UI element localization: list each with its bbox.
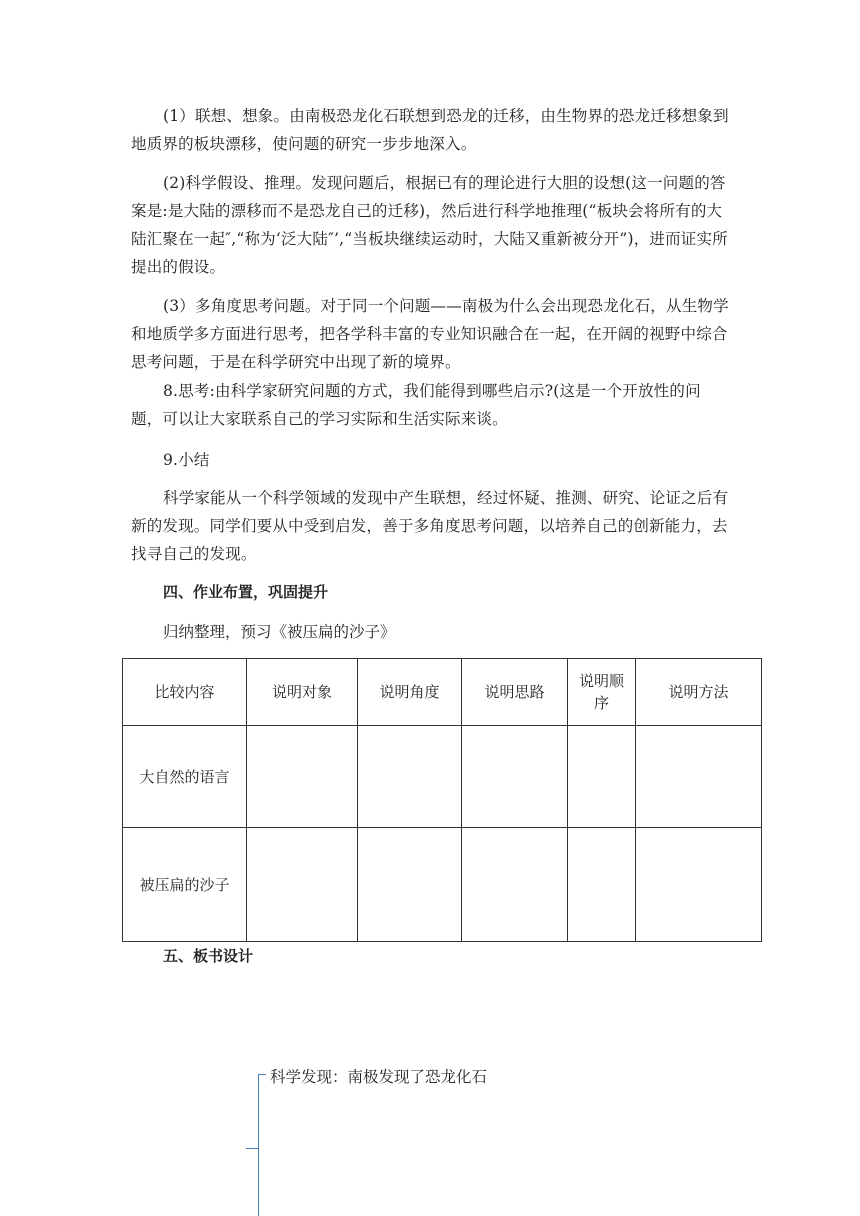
table-header-cell: 说明顺序: [568, 659, 636, 726]
board-item-discovery: 科学发现：南极发现了恐龙化石: [270, 1068, 488, 1086]
paragraph-association: (1）联想、想象。由南极恐龙化石联想到恐龙的迁移，由生物界的恐龙迁移想象到地质界的板块漂移，使问题的研究一步步地深入。: [131, 107, 729, 153]
section-4-heading: 四、作业布置，巩固提升: [163, 583, 329, 601]
board-bracket-top-tick: [258, 1074, 266, 1075]
board-bracket-line: [258, 1074, 259, 1216]
table-cell: [358, 726, 462, 828]
paragraph-summary-title: 9.小结: [163, 451, 210, 469]
table-row: [123, 726, 762, 828]
paragraph-multi-angle: (3）多角度思考问题。对于同一个问题——南极为什么会出现恐龙化石，从生物学和地质学多方面进行思考，把各学科丰富的专业知识融合在一起，在开阔的视野中综合思考问题，于是在科学研究中出现了新的境界。: [131, 297, 729, 371]
table-header-cell: 说明对象: [247, 659, 358, 726]
paragraph-hypothesis: (2)科学假设、推理。发现问题后，根据已有的理论进行大胆的设想(这一问题的答案是:是大陆的漂移而不是恐龙自己的迁移)，然后进行科学地推理(“板块会将所有的大陆汇聚在一起″,“称为‘泛大陆″’,“当板块继续运动时，大陆又重新被分开”)，进而证实所提出的假设。: [131, 174, 728, 276]
table-cell: [636, 828, 762, 942]
table-header-cell: 说明方法: [636, 659, 762, 726]
table-header-cell: 说明思路: [462, 659, 568, 726]
table-cell: 大自然的语言: [123, 726, 247, 828]
paragraph-summary: 科学家能从一个科学领域的发现中产生联想，经过怀疑、推测、研究、论证之后有新的发现。同学们要从中受到启发，善于多角度思考问题，以培养自己的创新能力，去找寻自己的发现。: [131, 489, 729, 563]
paragraph-question-8: 8.思考:由科学家研究问题的方式，我们能得到哪些启示?(这是一个开放性的问题，可以让大家联系自己的学习实际和生活实际来谈。: [131, 382, 701, 428]
table-cell: [636, 726, 762, 828]
table-header-cell: 比较内容: [123, 659, 247, 726]
section-5-heading: 五、板书设计: [163, 947, 254, 965]
table-header-row: [123, 659, 762, 726]
table-row: [123, 828, 762, 942]
table-cell: [568, 828, 636, 942]
comparison-table: [122, 658, 762, 942]
table-cell: [462, 828, 568, 942]
table-cell: [358, 828, 462, 942]
table-header-cell: 说明角度: [358, 659, 462, 726]
section-4-instruction: 归纳整理，预习《被压扁的沙子》: [163, 623, 396, 641]
board-bracket-middle-tick: [246, 1148, 258, 1149]
table-cell: 被压扁的沙子: [123, 828, 247, 942]
table-cell: [568, 726, 636, 828]
table-cell: [247, 726, 358, 828]
table-cell: [462, 726, 568, 828]
table-cell: [247, 828, 358, 942]
